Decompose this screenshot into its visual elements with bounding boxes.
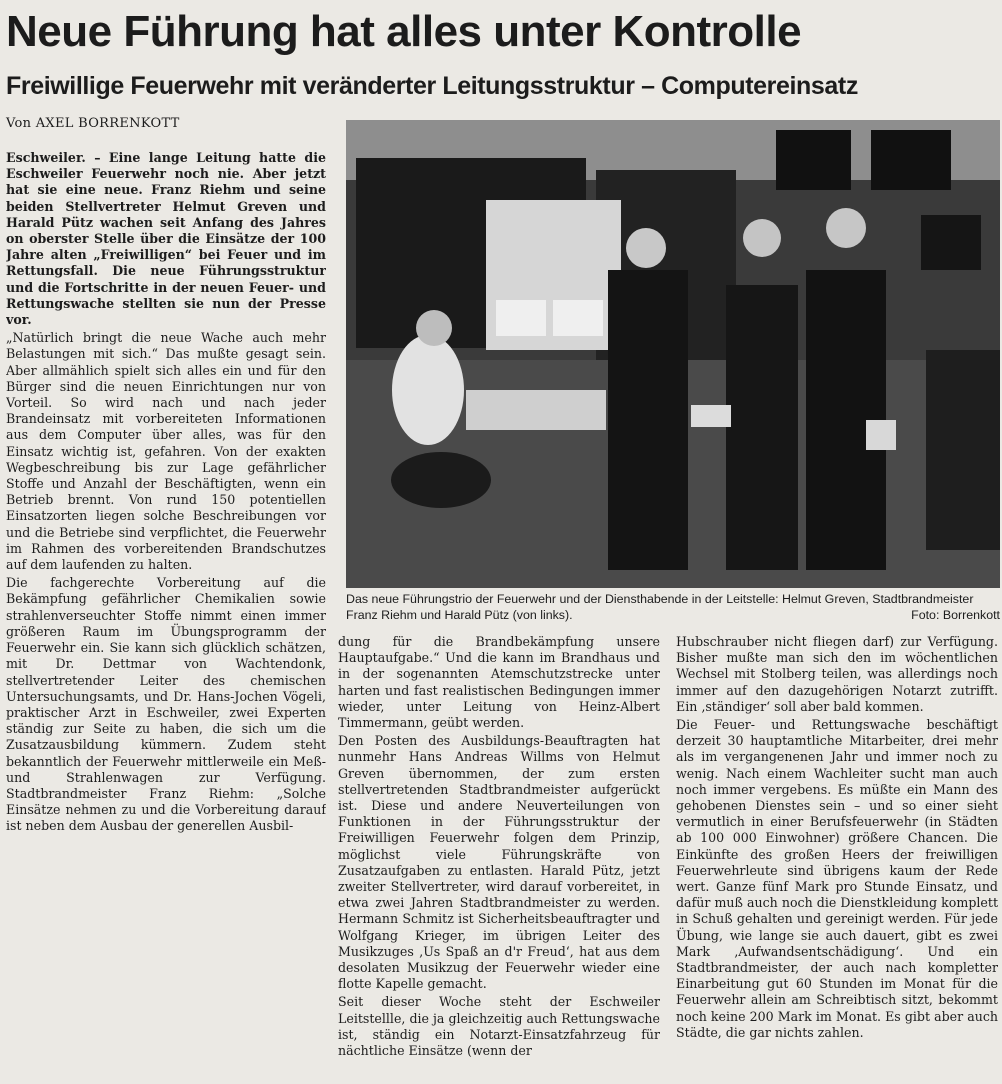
article-column-3 <box>676 634 998 1080</box>
body-paragraph: Seit dieser Woche steht der Eschweiler Leitstellle, die ja gleichzeitig auch Rettungswache ist, ständig ein Notarzt-Einsatzfahrzeug für nächtliche Einsätze (wenn der <box>338 994 660 1059</box>
control-room-photo-illustration <box>346 120 1000 588</box>
headline: Neue Führung hat alles unter Kontrolle <box>6 7 802 56</box>
body-paragraph: Die fachgerechte Vorbereitung auf die Bekämpfung gefährlicher Chemikalien sowie strahlenverseuchter Stoffe nimmt einen immer größeren Raum im Übungsprogramm der Feuerwehr ein. Sie kann sich glücklich schätzen, mit Dr. Dettmar von Wachtendonk, stellvertretender Leiter des chemischen Untersuchungsamts, und Dr. Hans-Jochen Vögeli, praktischer Arzt in Eschweiler, zwei Experten ständig zur Seite zu haben, die sich um die Zusatzausbildung kümmern. Zudem steht bekanntlich der Feuerwehr mittlerweile ein Meß- und Strahlenwagen zur Verfügung. Stadtbrandmeister Franz Riehm: „Solche Einsätze nehmen zu und die Vorbereitung darauf ist neben dem Ausbau der generellen Ausbil- <box>6 575 326 834</box>
body-paragraph: „Natürlich bringt die neue Wache auch mehr Belastungen mit sich.“ Das mußte gesagt sein. Aber allmählich spielt sich alles ein und für den Bürger sind die neuen Einrichtungen nur von Vorteil. So wird nach und nach jeder Brandeinsatz mit vorbereiteten Informationen aus dem Computer über alles, was für den Einsatz wichtig ist, gefahren. Von der exakten Wegbeschreibung bis zur Lage gefährlicher Stoffe und Anzahl der Beschäftigten, wenn ein Betrieb brennt. Von rund 150 potentiellen Einsatzorten liegen solche Beschreibungen vor und die Betriebe sind verpflichtet, die Feuerwehr im Rahmen des vorbereitenden Brandschutzes auf dem laufenden zu halten. <box>6 330 326 573</box>
article-photo <box>346 120 1000 588</box>
lead-paragraph: Eschweiler. – Eine lange Leitung hatte die Eschweiler Feuerwehr noch nie. Aber jetzt hat sie eine neue. Franz Riehm und seine beiden Stellvertreter Helmut Greven und Harald Pütz wachen seit Anfang des Jahres on oberster Stelle über die Einsätze der 100 Jahre alten „Freiwilligen“ bei Feuer und im Rettungsfall. Die neue Führungsstruktur und die Fortschritte in der neuen Feuer- und Rettungswache stellten sie nun der Presse vor. <box>6 150 326 328</box>
body-paragraph: dung für die Brandbekämpfung unsere Hauptaufgabe.“ Und die kann im Brandhaus und in der sogenannten Atemschutzstrecke unter harten und fast realistischen Bedingungen immer wieder, unter Leitung von Heinz-Albert Timmermann, geübt werden. <box>338 634 660 731</box>
photo-credit: Foto: Borrenkott <box>911 607 1000 622</box>
subheadline: Freiwillige Feuerwehr mit veränderter Leitungsstruktur – Computereinsatz <box>6 72 858 100</box>
photo-caption <box>346 592 1000 623</box>
body-paragraph: Hubschrauber nicht fliegen darf) zur Verfügung. Bisher mußte man sich den im wöchentlichen Wechsel mit Stolberg teilen, was allerdings noch immer auf den dazugehörigen Notarzt zutrifft. Ein ‚ständiger‘ soll aber bald kommen. <box>676 634 998 714</box>
caption-text: Das neue Führungstrio der Feuerwehr und der Diensthabende in der Leitstelle: Helmut Greven, Stadtbrandmeister Franz Riehm und Harald Pütz (von links). <box>346 592 974 622</box>
body-paragraph: Die Feuer- und Rettungswache beschäftigt derzeit 30 hauptamtliche Mitarbeiter, drei mehr als im vergangenenen Jahr und immer noch zu wenig. Nach einem Wachleiter sucht man auch noch immer vergebens. Es müßte ein Mann des gehobenen Dienstes sein – und so einer sieht vermutlich in einer Berufsfeuerwehr (in Städten ab 100 000 Einwohner) größere Chancen. Die Einkünfte des großen Heers der freiwilligen Feuerwehrleute sind übrigens kaum der Rede wert. Ganze fünf Mark pro Stunde Einsatz, und dafür muß auch noch die Dienstkleidung komplett in Schuß gehalten und gereinigt werden. Für jede Übung, wie lange sie auch dauert, gibt es zwei Mark ‚Aufwandsentschädigung‘. Und ein Stadtbrandmeister, der auch nach kompletter Einarbeitung gut 60 Stunden im Monat für die Feuerwehr allein am Schreibtisch sitzt, bekommt noch keine 200 Mark im Monat. Es gibt aber auch Städte, die gar nichts zahlen. <box>676 717 998 1040</box>
body-paragraph: Den Posten des Ausbildungs-Beauftragten hat nunmehr Hans Andreas Willms von Helmut Greven übernommen, der zum ersten stellvertretenden Stadtbrandmeister aufgerückt ist. Diese und andere Neuverteilungen von Funktionen in der Führungsstruktur der Freiwilligen Feuerwehr folgen dem Prinzip, möglichst viele Führungskräfte von Zusatzaufgaben zu entlasten. Harald Pütz, jetzt zweiter Stellvertreter, wird darauf vorbereitet, in etwa zwei Jahren Stadtbrandmeister zu werden. Hermann Schmitz ist Sicherheitsbeauftragter und Wolfgang Krieger, im übrigen Leiter des Musikzuges ‚Us Spaß an d'r Freud‘, hat aus dem desolaten Musikzug der Feuerwehr wieder eine flotte Kapelle gemacht. <box>338 733 660 992</box>
article-column-1 <box>6 150 326 910</box>
article-column-2 <box>338 634 660 1080</box>
byline: Von AXEL BORRENKOTT <box>6 116 180 131</box>
